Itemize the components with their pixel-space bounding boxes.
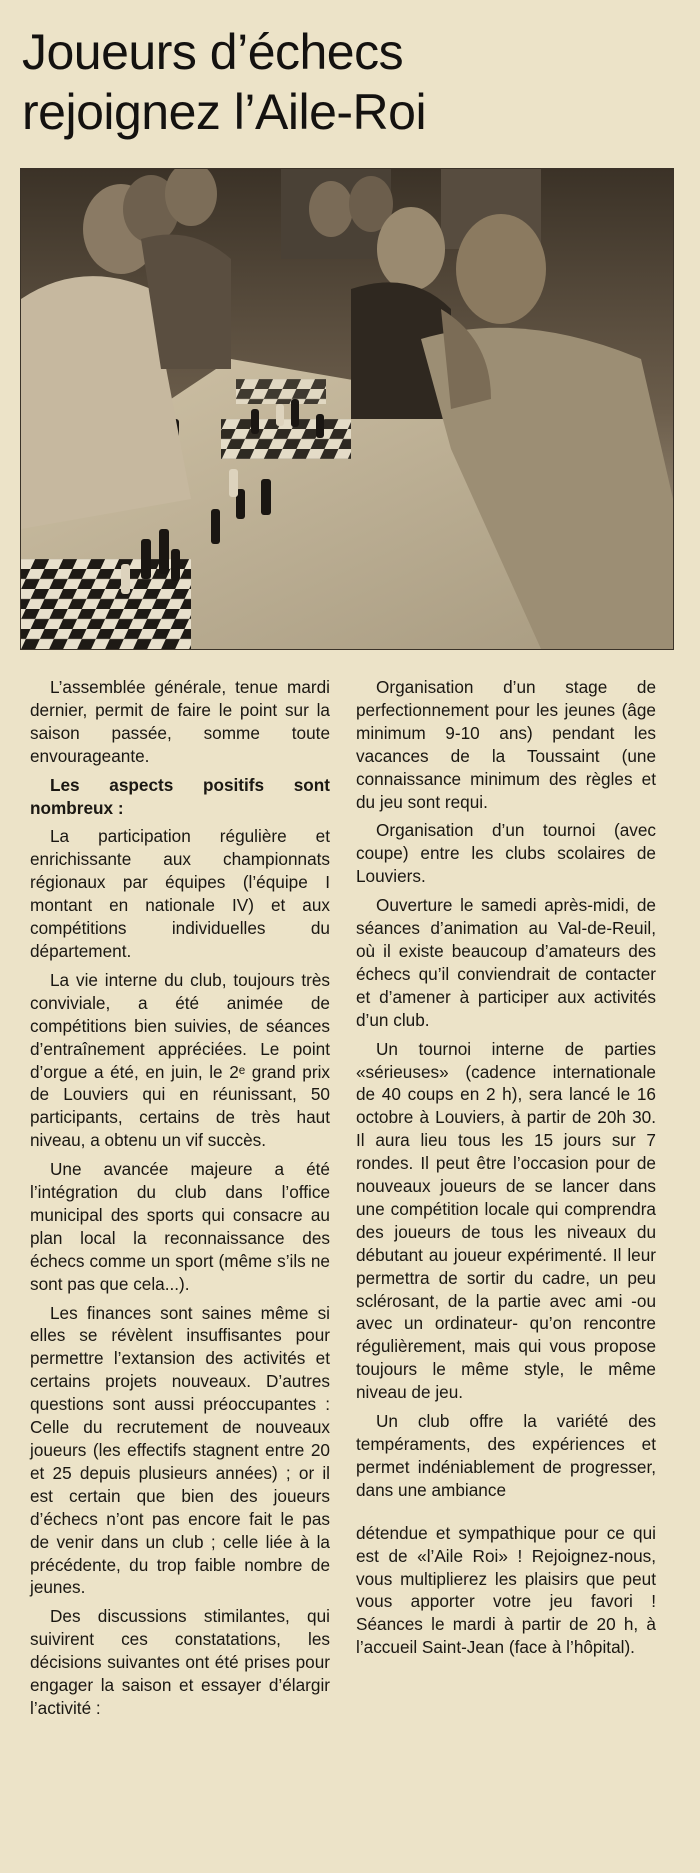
paragraph: détendue et sympathique pour ce qui est de «l’Aile Roi» ! Rejoignez-nous, vous multiplierez les plaisirs que peut vous apporter votre jeu favori ! Séances le mardi à partir de 20 h, à l’accueil Saint-Jean (face à l’hôpital). (356, 1522, 656, 1658)
paragraph: Les finances sont saines même si elles se révèlent insuffisantes pour permettre l’extansion des activités et certains projets nouveaux. D’autres questions sont aussi préoccupantes : Celle du recrutement de nouveaux joueurs (les effectifs stagnent entre 20 et 25 depuis plusieurs années) ; or il est certain que bien des joueurs d’échecs n’ont pas encore fait le pas de venir dans un club ; celle liée à la précédente, du trop faible nombre de jeunes. (30, 1302, 330, 1598)
headline-line-1: Joueurs d’échecs (22, 24, 404, 80)
paragraph: Un club offre la variété des tempéraments, des expériences et permet indéniablement de progresser, dans une ambiance (356, 1411, 656, 1500)
paragraph: Les aspects positifs sont nombreux : (30, 774, 330, 818)
right-column (356, 676, 656, 1665)
left-column (30, 676, 330, 1726)
column-gap (356, 1508, 656, 1522)
paragraph: Organisation d’un stage de perfectionnement pour les jeunes (âge minimum 9-10 ans) pendant les vacances de la Toussaint (une connaissance minimum des règles et du jeu sont requi. (356, 677, 656, 812)
paragraph: La vie interne du club, toujours très conviviale, a été animée de compétitions bien suivies, de séances d’entraînement appréciées. Le point d’orgue a été, en juin, le 2ᵉ grand prix de Louviers qui en réunissant, 50 participants, certains de très haut niveau, a obtenu un vif succès. (30, 969, 330, 1151)
paragraph: Un tournoi interne de parties «sérieuses» (cadence internationale de 40 coups en 2 h), sera lancé le 16 octobre à Louviers, à partir de 20h 30. Il aura lieu tous les 15 jours sur 7 rondes. Il peut être l’occasion pour de nouveaux joueurs de se lancer dans une compétition locale qui comprendra des joueurs de tous les niveaux du débutant au joueur expérimenté. Il leur permettra de sortir du cadre, un peu sclérosant, de la partie avec ami -ou avec un ordinateur- qu’on rencontre régulièrement, mais qui vous propose toujours le même style, le même niveau de jeu. (356, 1038, 656, 1403)
photo-illustration (21, 169, 673, 649)
paragraph: Organisation d’un tournoi (avec coupe) entre les clubs scolaires de Louviers. (356, 820, 656, 887)
paragraph: L’assemblée générale, tenue mardi dernier, permit de faire le point sur la saison passée, somme toute envourageante. (30, 677, 330, 766)
paragraph: La participation régulière et enrichissante aux championnats régionaux par équipes (l’équipe I montant en nationale IV) et aux compétitions individuelles du département. (30, 826, 330, 961)
chess-players-photo (20, 168, 674, 650)
headline-line-2: rejoignez l’Aile-Roi (22, 84, 427, 140)
paragraph: Une avancée majeure a été l’intégration du club dans l’office municipal des sports qui consacre au plan local la reconnaissance des échecs comme un sport (même s’ils ne sont pas que cela...). (30, 1159, 330, 1294)
paragraph: Des discussions stimilantes, qui suivirent ces constatations, les décisions suivantes ont été prises pour engager la saison et essayer d’élargir l’activité : (30, 1606, 330, 1718)
paragraph: Ouverture le samedi après-midi, de séances d’animation au Val-de-Reuil, où il existe beaucoup d’amateurs des échecs qu’il conviendrait de contacter et d’amener à participer aux activités d’un club. (356, 895, 656, 1030)
headline (22, 22, 662, 142)
